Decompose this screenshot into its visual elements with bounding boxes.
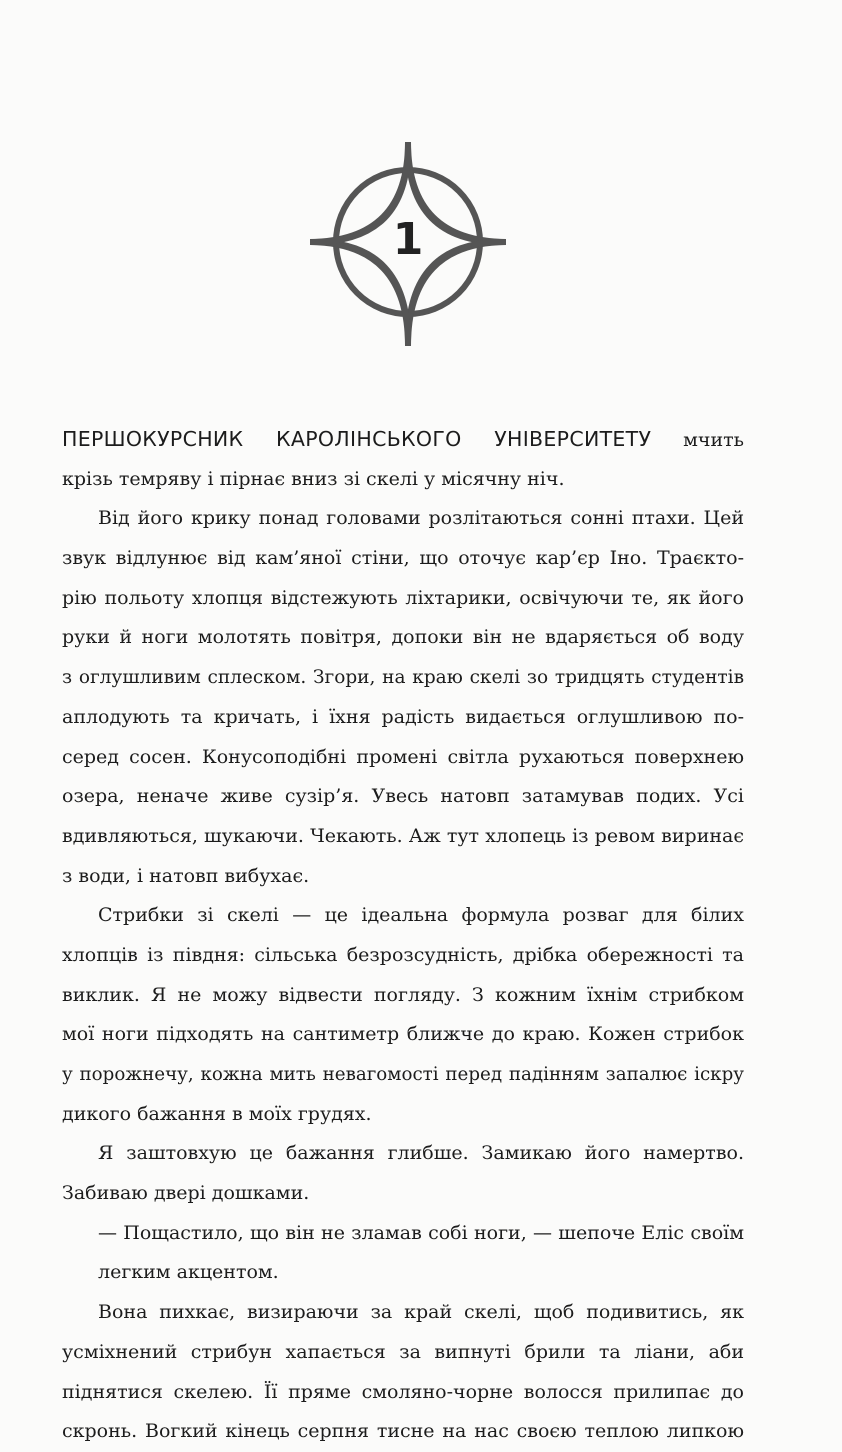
text-line: з води, і натовп вибухає.: [62, 864, 310, 887]
text-line: [62, 420, 744, 460]
text-line: Вона пихкає, визираючи за край скелі, щоб подивитись, як: [98, 1301, 744, 1324]
text-line: Я заштовхую це бажання глибше. Замикаю його намертво.: [98, 1142, 744, 1165]
text-line: усміхнений стрибун хапається за випнуті брили та ліани, аби: [62, 1340, 744, 1363]
text-line: з оглушливим сплеском. Згори, на краю скелі зо тридцять студентів: [62, 667, 744, 689]
text-line: Від його крику понад головами розлітаються сонні птахи. Цей: [98, 507, 744, 530]
text-line: звук відлунює від кам’яної стіни, що оточує кар’єр Іно. Траєкто-: [62, 547, 744, 570]
text-line: виклик. Я не можу відвести погляду. З кожним їхнім стрибком: [62, 983, 744, 1006]
text-line: озера, неначе живе сузір’я. Увесь натовп затамував подих. Усі: [62, 785, 744, 808]
chapter-number: 1: [392, 214, 424, 265]
lead-rest: мчить: [683, 429, 744, 451]
text-line: легким акцентом.: [98, 1261, 279, 1284]
text-line: дикого бажання в моїх грудях.: [62, 1102, 372, 1125]
text-line: хлопців із півдня: сільська безрозсудність, дрібка обережності та: [62, 943, 744, 966]
text-line: крізь темряву і пірнає вниз зі скелі у місячну ніч.: [62, 467, 565, 490]
text-line: мої ноги підходять на сантиметр ближче до краю. Кожен стрибок: [62, 1023, 744, 1046]
chapter-text: [62, 420, 744, 1452]
text-line: — Пощастило, що він не зламав собі ноги, — шепоче Еліс своїм: [98, 1221, 744, 1244]
text-line: рію польоту хлопця відстежують ліхтарики, освічуючи те, як його: [62, 586, 744, 609]
text-line: піднятися скелею. Її пряме смоляно-чорне волосся прилипає до: [62, 1380, 744, 1403]
text-line: вдивляються, шукаючи. Чекають. Аж тут хлопець із ревом виринає: [62, 824, 744, 847]
text-line: Забиваю двері дошками.: [62, 1182, 310, 1205]
text-line: аплодують та кричать, і їхня радість видається оглушливою по-: [62, 705, 744, 728]
text-line: руки й ноги молотять повітря, допоки він не вдаряється об воду: [62, 626, 744, 649]
text-line: серед сосен. Конусоподібні промені світла рухаються поверхнею: [62, 745, 744, 768]
lead-caps: ПЕРШОКУРСНИК КАРОЛІНСЬКОГО УНІВЕРСИТЕТУ: [62, 427, 652, 451]
text-line: Стрибки зі скелі — це ідеальна формула розваг для білих: [98, 904, 744, 927]
text-line: у порожнечу, кожна мить невагомості перед падінням запалює іскру: [62, 1064, 744, 1085]
text-line: скронь. Вогкий кінець серпня тисне на нас своєю теплою липкою: [62, 1420, 744, 1443]
